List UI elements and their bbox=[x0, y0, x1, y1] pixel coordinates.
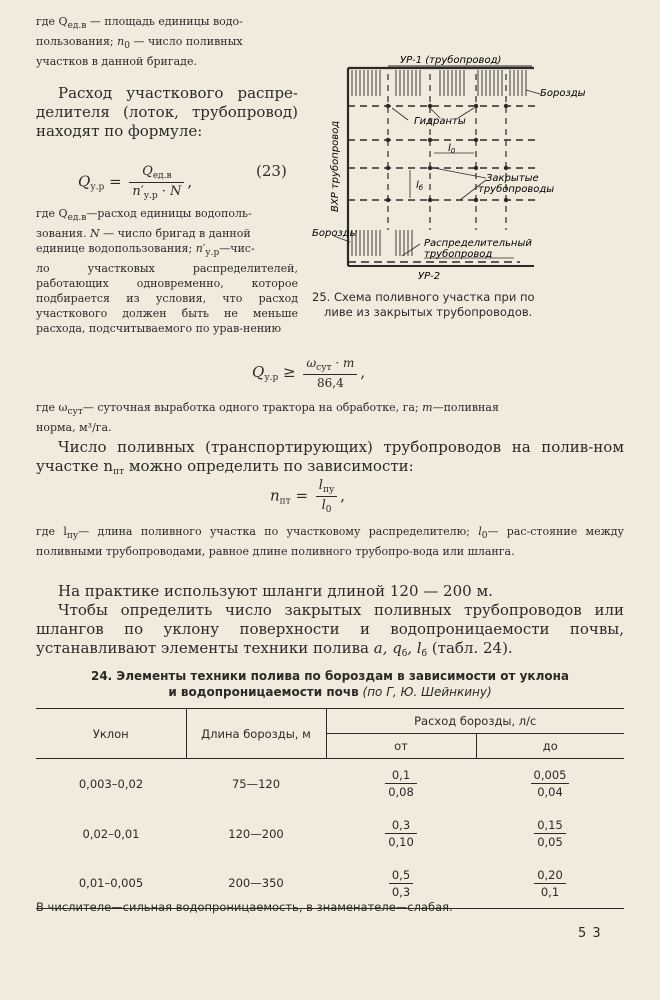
top-furrows bbox=[352, 70, 526, 96]
figure-label-top: УР-1 (трубопровод) bbox=[400, 55, 502, 66]
table-row: 0,02–0,01 120—200 $\frac{0,3}{0,10}$ $\frac{0,15}{0,05}$ bbox=[36, 809, 624, 859]
definition-omega: где $\omega_{сут}—$ суточная выработка одного трактора на обработке, га; m—поливная норма, м³/га. bbox=[36, 401, 499, 434]
irrigation-scheme-figure bbox=[310, 44, 640, 284]
equation-number: (23) bbox=[256, 162, 287, 180]
figure-label-furrows-left: Борозды bbox=[312, 228, 358, 239]
figure-label-furrows-right: Борозды bbox=[540, 88, 586, 99]
svg-text:l0: $l_0$ bbox=[448, 143, 456, 155]
figure-label-vertical: ВХР трубопровод bbox=[330, 120, 341, 212]
table-note: В числителе—сильная водопроницаемость, в знаменателе—слабая. bbox=[36, 900, 453, 914]
paragraph-2: Число поливных (транспортирующих) трубопроводов на полив-ном участке $n_{пт}$ можно определить по зависимости: bbox=[36, 438, 624, 477]
table-row: 0,01–0,005 200—350 $\frac{0,5}{0,3}$ $\frac{0,20}{0,1}$ bbox=[36, 859, 624, 909]
definitions-text: где $Q_{ед.в}—расход$ единицы водополь- зования. N — число бригад в данной единице водопользования; $n'_{у.р}—чис-$ ло участковых распределителей, работающих одновременно, которое подбирается из условия, что расход участкового должен быть не меньше расхода, подсчитываемого по урав-нению bbox=[36, 207, 298, 335]
dashed-pipes-vertical bbox=[388, 74, 506, 230]
figure-label-closed-pipes: Закрытые трубопроводы bbox=[478, 173, 555, 195]
figure-label-distributor: Распределительный трубопровод bbox=[424, 238, 532, 260]
header-flow: Расход борозды, л/с bbox=[326, 709, 624, 734]
intro-text: где $Q_{ед.в}$ — площадь единицы водо- пользования; $n_0$ — число поливных участков в данной бригаде. bbox=[36, 15, 243, 68]
paragraph-1: Расход участкового распре-делителя (лоток, трубопровод) находят по формуле: bbox=[36, 84, 298, 140]
header-to: до bbox=[476, 734, 624, 759]
svg-text:lб: $l_б$ bbox=[416, 180, 424, 192]
figure-label-hydrants: Гидранты bbox=[414, 116, 466, 127]
table-row: 0,003–0,02 75—120 $\frac{0,1}{0,08}$ $\frac{0,005}{0,04}$ bbox=[36, 759, 624, 809]
header-length: Длина борозды, м bbox=[186, 709, 326, 759]
header-slope: Уклон bbox=[36, 709, 186, 759]
table-title: 24. Элементы техники полива по бороздам в зависимости от уклона и водопроницаемости почв (по Г, Ю. Шейнкину) bbox=[90, 669, 569, 699]
intro-line1: где Q bbox=[36, 15, 68, 28]
header-from: от bbox=[326, 734, 476, 759]
formula-inequality: $Q_{у.р}$ ≥ $\frac{\omega_{сут} \cdot m}{86,4}$ , bbox=[252, 356, 366, 390]
figure-caption: 25. Схема поливного участка при по ливе из закрытых трубопроводов. bbox=[312, 290, 535, 319]
page-number: 5 3 bbox=[578, 926, 602, 941]
furrow-elements-table bbox=[36, 708, 624, 909]
figure-label-bottom: УР-2 bbox=[418, 271, 441, 282]
paragraph-3-4: На практике используют шланги длиной 120 — 200 м. Чтобы определить число закрытых поливных трубопроводов или шлангов по уклону поверхности и водопроницаемости почвы, устанавливают элементы техники полива a, $q_б$, $l_б$ (табл. 24). bbox=[36, 582, 624, 659]
formula-npt: $n_{пт}$ = $\frac{l_{пу}}{l_0}$ , bbox=[270, 478, 346, 515]
definition-lpu: где $l_{пу}—$ длина поливного участка по участковому распределителю; $l_0—$ рас-стояние между поливными трубопроводами, равное длине поливного трубопро-вода или шланга. bbox=[36, 525, 624, 558]
bottom-furrows bbox=[352, 230, 412, 256]
formula-23: $Q_{у.р}$ = $\frac{Q_{ед.в}}{n'_{у.р} \cdot N}$ , (23) bbox=[78, 162, 287, 201]
